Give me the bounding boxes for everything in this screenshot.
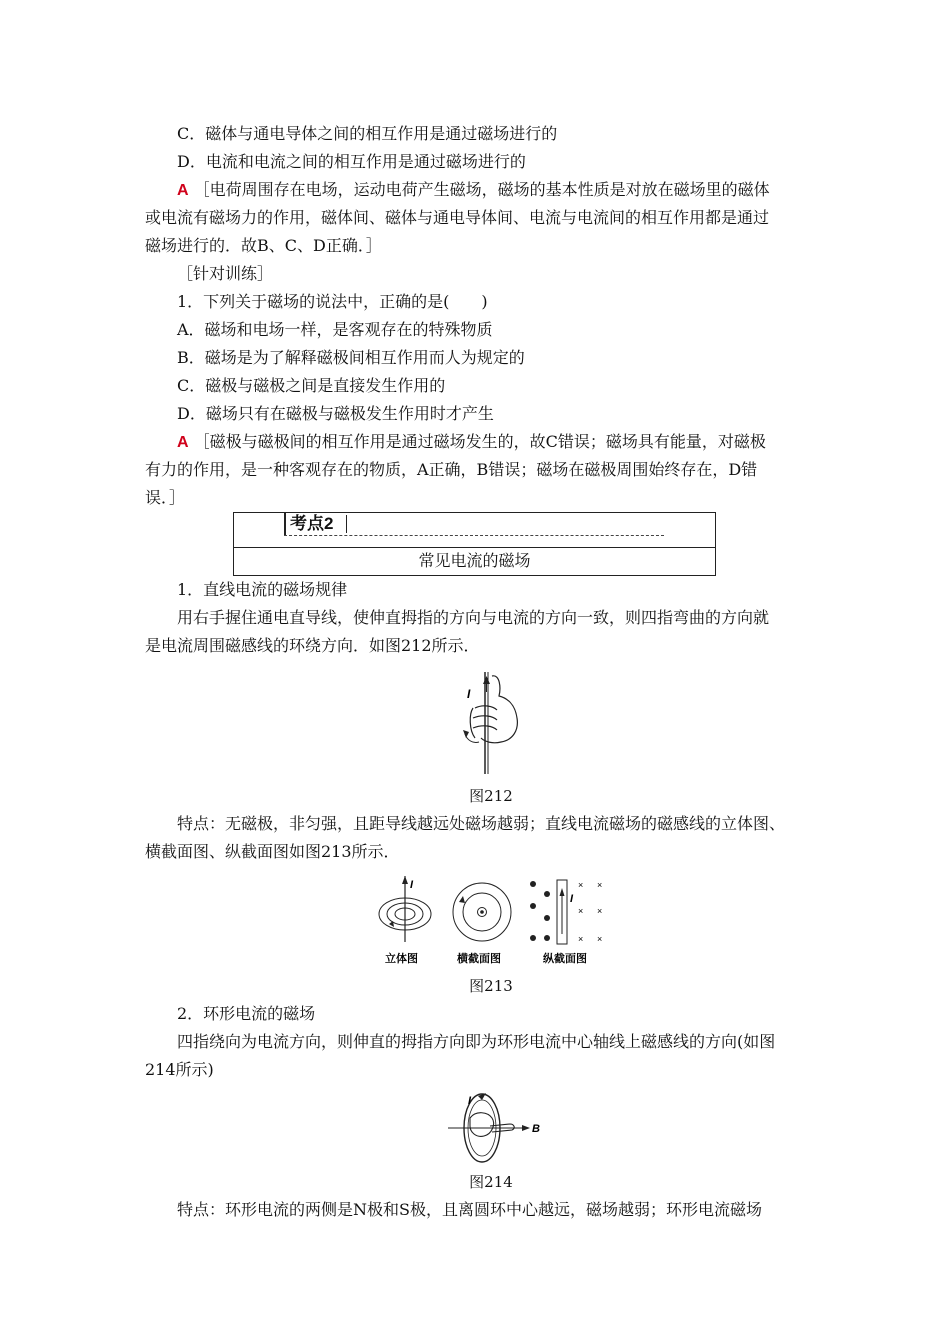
option-d-prev: D．电流和电流之间的相互作用是通过磁场进行的 <box>177 152 526 171</box>
figure-213-label-i-left: I <box>410 879 414 891</box>
section2-heading: 2．环形电流的磁场 <box>177 1004 316 1023</box>
training-option-c: C．磁极与磁极之间是直接发生作用的 <box>177 376 446 395</box>
training-heading: ［针对训练］ <box>177 264 274 283</box>
svg-text:×: × <box>578 934 584 944</box>
svg-text:×: × <box>597 906 603 916</box>
section1-feature-line2: 横截面图、纵截面图如图213所示． <box>145 842 400 861</box>
section1-heading: 1．直线电流的磁场规律 <box>177 580 348 599</box>
kaodian-topic: 常见电流的磁场 <box>418 551 531 570</box>
figure-212-label-i: I <box>467 687 471 701</box>
figure-213-longitudinal-section <box>530 880 602 944</box>
answer-text-line2: 或电流有磁场力的作用，磁体间、磁体与通电导体间、电流与电流间的相互作用都是通过 <box>145 208 770 227</box>
svg-text:×: × <box>597 880 603 890</box>
answer-text-line3: 磁场进行的．故B、C、D正确．］ <box>145 236 382 255</box>
training-answer-letter: A <box>177 434 189 451</box>
figure-213-caption: 图213 <box>469 977 513 995</box>
kaodian-tick <box>346 515 347 533</box>
figure-214-label-i: I <box>468 1095 472 1107</box>
training-answer-line1: ［磁极与磁极间的相互作用是通过磁场发生的，故C错误；磁场具有能量，对磁极 <box>193 432 766 451</box>
figure-212-hand-wire <box>455 668 525 778</box>
figure-213-sub-label-long: 纵截面图 <box>543 953 587 965</box>
training-answer-line3: 误．］ <box>145 488 186 507</box>
section2-feature-line1: 特点：环形电流的两侧是N极和S极，且离圆环中心越远，磁场越弱；环形电流磁场 <box>177 1200 762 1219</box>
svg-text:×: × <box>578 906 584 916</box>
section1-feature-line1: 特点：无磁极，非匀强，且距导线越远处磁场越弱；直线电流磁场的磁感线的立体图、 <box>177 814 786 833</box>
answer-explanation-1 <box>177 180 770 201</box>
section2-para-line1: 四指绕向为电流方向，则伸直的拇指方向即为环形电流中心轴线上磁感线的方向(如图 <box>177 1032 776 1051</box>
figure-214-label-b: B <box>532 1123 540 1135</box>
training-answer <box>177 432 766 453</box>
kaodian-divider <box>234 547 715 548</box>
figure-213-sub-label-3d: 立体图 <box>385 953 418 965</box>
figure-213-cross-section <box>453 883 511 941</box>
figure-214-caption: 图214 <box>469 1173 513 1191</box>
figure-213-sub-label-cross: 横截面图 <box>457 953 501 965</box>
training-option-d: D．磁场只有在磁极与磁极发生作用时才产生 <box>177 404 494 423</box>
section1-para-line1: 用右手握住通电直导线，使伸直拇指的方向与电流的方向一致，则四指弯曲的方向就 <box>177 608 770 627</box>
answer-letter: A <box>177 182 189 199</box>
svg-text:×: × <box>578 880 584 890</box>
figure-213-label-i-right: I <box>570 893 574 905</box>
training-option-b: B．磁场是为了解释磁极间相互作用而人为规定的 <box>177 348 525 367</box>
figure-213-3d-view <box>379 876 431 942</box>
svg-text:×: × <box>597 934 603 944</box>
training-answer-line2: 有力的作用，是一种客观存在的物质，A正确，B错误；磁场在磁极周围始终存在，D错 <box>145 460 758 479</box>
training-question: 1．下列关于磁场的说法中，正确的是( ) <box>177 292 488 311</box>
figure-214-circular-current <box>440 1088 550 1168</box>
kaodian-box <box>233 512 716 576</box>
training-option-a: A．磁场和电场一样，是客观存在的特殊物质 <box>177 320 493 339</box>
figure-212-caption: 图212 <box>469 787 513 805</box>
option-c-prev: C．磁体与通电导体之间的相互作用是通过磁场进行的 <box>177 124 558 143</box>
section1-para-line2: 是电流周围磁感线的环绕方向．如图212所示． <box>145 636 480 655</box>
kaodian-dashed-line <box>284 535 664 536</box>
kaodian-tag: 考点2 <box>284 513 333 535</box>
answer-text-line1: ［电荷周围存在电场，运动电荷产生磁场，磁场的基本性质是对放在磁场里的磁体 <box>193 180 770 199</box>
section2-para-line2: 214所示) <box>145 1060 214 1079</box>
figure-213-three-views <box>375 872 615 970</box>
